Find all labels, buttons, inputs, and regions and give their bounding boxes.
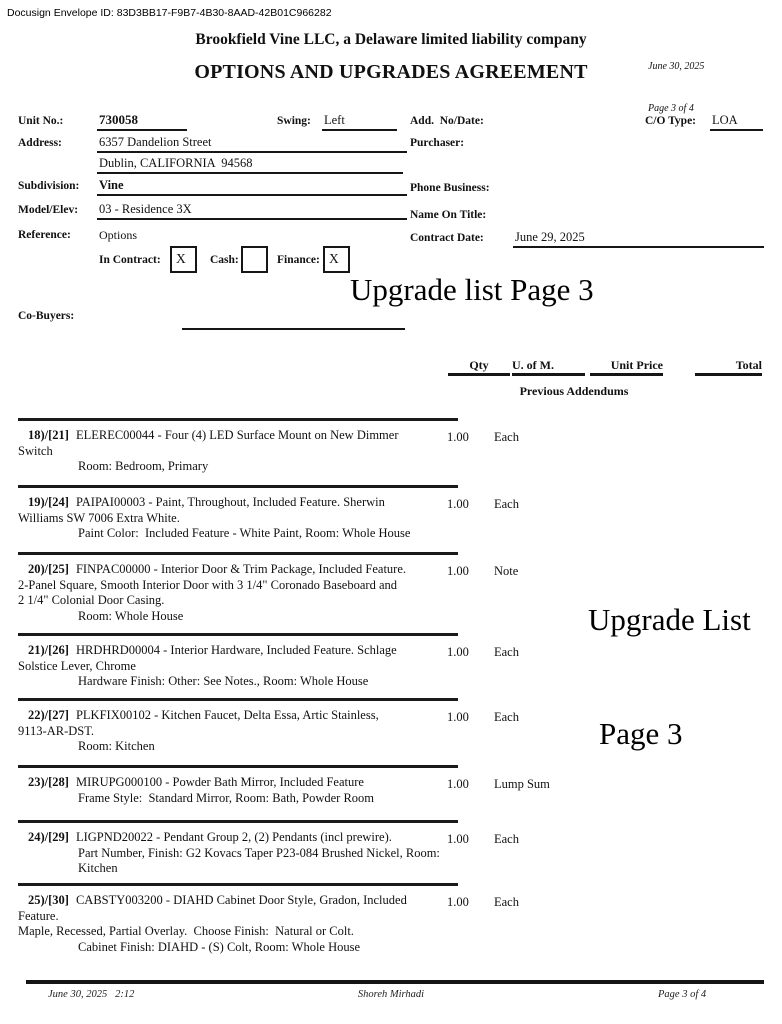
co-buyers-label: Co-Buyers: <box>18 310 75 322</box>
item-first-line <box>18 775 458 791</box>
co-buyers-blank-line <box>182 311 405 330</box>
item-description: LIGPND20022 - Pendant Group 2, (2) Pendants (incl prewire). <box>75 830 392 844</box>
item-continuation-line: Feature. <box>18 908 59 923</box>
company-name: Brookfield Vine LLC, a Delaware limited liability company <box>195 31 587 48</box>
cash-checkbox <box>241 246 268 273</box>
co-type-value: LOA <box>710 113 763 131</box>
item-detail-line: Paint Color: Included Feature - White Paint, Room: Whole House <box>78 526 411 541</box>
co-type-label: C/O Type: <box>645 115 697 127</box>
item-number: 18)/[21] <box>28 428 69 442</box>
items-list <box>18 418 550 960</box>
item-text <box>18 643 458 690</box>
item-detail-line: Room: Whole House <box>78 609 184 624</box>
contract-date-label: Contract Date: <box>410 232 484 244</box>
item-continuation-line: 2 1/4" Colonial Door Casing. <box>18 593 165 608</box>
item-continuation-line: Solstice Lever, Chrome <box>18 658 136 673</box>
item-detail-line: Room: Bedroom, Primary <box>78 459 209 474</box>
item-text <box>18 830 458 877</box>
table-row <box>18 765 550 820</box>
item-detail-line: Kitchen <box>78 861 118 876</box>
item-qty: 1.00 <box>447 430 469 444</box>
item-uom: Each <box>494 430 519 444</box>
table-row <box>18 418 519 485</box>
item-text <box>18 775 458 806</box>
column-header-unit-price: Unit Price <box>590 358 663 376</box>
item-first-line <box>18 495 458 511</box>
item-uom: Lump Sum <box>494 777 550 791</box>
item-text <box>18 893 458 956</box>
header-page-number: Page 3 of 4 <box>648 103 694 114</box>
item-first-line <box>18 893 458 909</box>
contract-date-value: June 29, 2025 <box>513 230 764 248</box>
item-detail-line: Room: Kitchen <box>78 739 155 754</box>
address-label: Address: <box>18 137 62 149</box>
item-description: PAIPAI00003 - Paint, Throughout, Included Feature. Sherwin <box>75 495 385 509</box>
annotation-side-line1: Upgrade List <box>588 602 751 637</box>
address-line2: Dublin, CALIFORNIA 94568 <box>97 156 403 174</box>
footer-datetime: June 30, 2025 2:12 <box>48 989 135 1000</box>
footer-page-number: Page 3 of 4 <box>658 989 707 1000</box>
cash-label: Cash: <box>210 254 239 266</box>
table-row <box>18 820 519 883</box>
item-description: PLKFIX00102 - Kitchen Faucet, Delta Essa, Artic Stainless, <box>75 708 379 722</box>
item-description: HRDHRD00004 - Interior Hardware, Included Feature. Schlage <box>75 643 397 657</box>
section-title-previous-addendums: Previous Addendums <box>519 384 629 398</box>
item-number: 25)/[30] <box>28 893 69 907</box>
name-on-title-label: Name On Title: <box>410 209 487 221</box>
item-number: 23)/[28] <box>28 775 69 789</box>
item-detail-line: Part Number, Finish: G2 Kovacs Taper P23-084 Brushed Nickel, Room: <box>78 845 440 860</box>
item-description: FINPAC00000 - Interior Door & Trim Package, Included Feature. <box>75 562 407 576</box>
item-continuation-line: Switch <box>18 443 53 458</box>
in-contract-checkmark: X <box>176 251 186 266</box>
reference-label: Reference: <box>18 229 71 241</box>
finance-checkbox <box>323 246 350 273</box>
subdivision-value: Vine <box>97 178 407 196</box>
annotation-upgrade-list-side <box>588 525 751 791</box>
in-contract-label: In Contract: <box>99 254 161 266</box>
item-uom: Note <box>494 564 519 578</box>
reference-value: Options <box>99 228 138 242</box>
item-first-line <box>18 562 458 578</box>
item-qty: 1.00 <box>447 710 469 724</box>
item-qty: 1.00 <box>447 564 469 578</box>
annotation-upgrade-list-top: Upgrade list Page 3 <box>350 272 594 307</box>
swing-value: Left <box>322 113 397 131</box>
address-line1: 6357 Dandelion Street <box>97 135 407 153</box>
item-uom: Each <box>494 645 519 659</box>
in-contract-checkbox <box>170 246 197 273</box>
annotation-side-line2: Page 3 <box>599 716 683 751</box>
item-continuation-line: 2-Panel Square, Smooth Interior Door with 3 1/4" Coronado Baseboard and <box>18 577 397 592</box>
column-header-uom: U. of M. <box>512 358 585 376</box>
phone-business-label: Phone Business: <box>410 182 490 194</box>
page-title: OPTIONS AND UPGRADES AGREEMENT <box>194 61 588 83</box>
add-no-date-label: Add. No/Date: <box>410 115 484 127</box>
item-uom: Each <box>494 710 519 724</box>
table-row <box>18 485 519 552</box>
item-qty: 1.00 <box>447 497 469 511</box>
item-text <box>18 562 458 625</box>
item-continuation-line: Williams SW 7006 Extra White. <box>18 510 180 525</box>
model-elev-label: Model/Elev: <box>18 204 79 216</box>
item-qty: 1.00 <box>447 777 469 791</box>
docusign-envelope-id: Docusign Envelope ID: 83D3BB17-F9B7-4B30-8AAD-42B01C966282 <box>7 7 332 19</box>
item-uom: Each <box>494 895 519 909</box>
item-text <box>18 708 458 755</box>
item-number: 22)/[27] <box>28 708 69 722</box>
column-header-total: Total <box>695 358 762 376</box>
item-qty: 1.00 <box>447 895 469 909</box>
item-description: MIRUPG000100 - Powder Bath Mirror, Included Feature <box>75 775 364 789</box>
item-uom: Each <box>494 832 519 846</box>
item-number: 24)/[29] <box>28 830 69 844</box>
footer-agent-name: Shoreh Mirhadi <box>357 989 425 1000</box>
header-date: June 30, 2025 <box>648 61 705 72</box>
unit-no-label: Unit No.: <box>18 115 64 127</box>
unit-no-value: 730058 <box>97 112 187 131</box>
item-first-line <box>18 708 458 724</box>
footer-divider-line <box>26 980 764 984</box>
table-row <box>18 633 519 698</box>
finance-label: Finance: <box>277 254 320 266</box>
item-number: 19)/[24] <box>28 495 69 509</box>
column-header-qty: Qty <box>448 358 510 376</box>
item-first-line <box>18 428 458 444</box>
item-detail-line: Hardware Finish: Other: See Notes., Room: Whole House <box>78 674 369 689</box>
item-continuation-line: 9113-AR-DST. <box>18 723 95 738</box>
item-description: CABSTY003200 - DIAHD Cabinet Door Style, Gradon, Included <box>75 893 407 907</box>
table-row <box>18 883 519 960</box>
item-text <box>18 495 458 542</box>
item-text <box>18 428 458 475</box>
swing-label: Swing: <box>277 115 311 127</box>
item-qty: 1.00 <box>447 645 469 659</box>
item-uom: Each <box>494 497 519 511</box>
item-description: ELEREC00044 - Four (4) LED Surface Mount on New Dimmer <box>75 428 399 442</box>
item-number: 21)/[26] <box>28 643 69 657</box>
item-detail-line: Cabinet Finish: DIAHD - (S) Colt, Room: Whole House <box>78 940 361 955</box>
model-elev-value: 03 - Residence 3X <box>97 202 407 220</box>
item-number: 20)/[25] <box>28 562 69 576</box>
item-first-line <box>18 643 458 659</box>
item-first-line <box>18 830 458 846</box>
table-row <box>18 698 519 765</box>
table-row <box>18 552 519 633</box>
item-detail-line: Frame Style: Standard Mirror, Room: Bath, Powder Room <box>78 790 375 805</box>
finance-checkmark: X <box>329 251 339 266</box>
item-continuation-line: Maple, Recessed, Partial Overlay. Choose Finish: Natural or Colt. <box>18 924 354 939</box>
subdivision-label: Subdivision: <box>18 180 80 192</box>
purchaser-label: Purchaser: <box>410 137 465 149</box>
item-qty: 1.00 <box>447 832 469 846</box>
